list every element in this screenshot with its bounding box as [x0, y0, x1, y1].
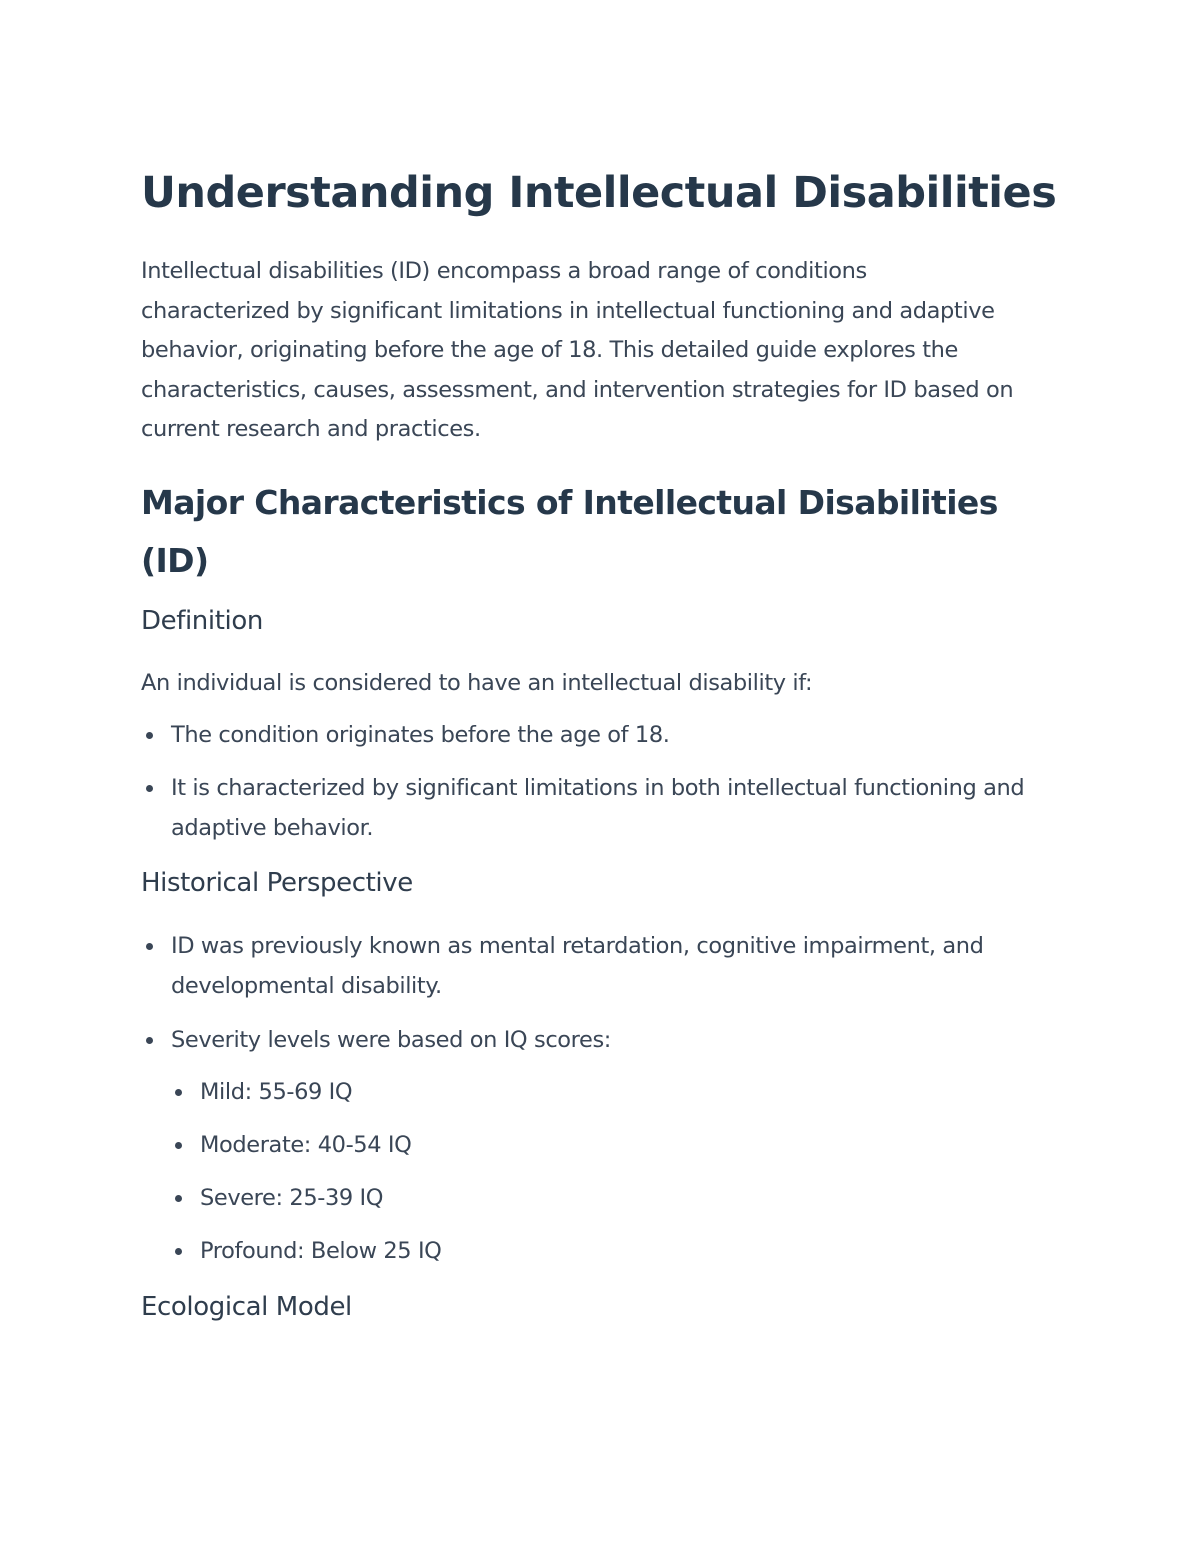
bullet-icon — [146, 732, 153, 739]
list-item-text: Severe: 25-39 IQ — [200, 1185, 384, 1211]
subheading-ecological-model: Ecological Model — [141, 1292, 352, 1322]
severity-list-item — [200, 1126, 1000, 1166]
bullet-icon — [146, 785, 153, 792]
list-item — [171, 716, 1031, 756]
list-item-text: The condition originates before the age of 18. — [171, 722, 670, 748]
list-item-text: Moderate: 40-54 IQ — [200, 1132, 412, 1158]
bullet-icon — [175, 1089, 182, 1096]
subheading-historical-perspective: Historical Perspective — [141, 868, 413, 898]
subheading-definition: Definition — [141, 606, 263, 636]
bullet-icon — [175, 1142, 182, 1149]
bullet-icon — [146, 943, 153, 950]
list-item — [171, 769, 1031, 848]
bullet-icon — [175, 1195, 182, 1202]
list-item-text: It is characterized by significant limitations in both intellectual functioning and adaptive behavior. — [171, 775, 1025, 841]
section-heading-major-characteristics: Major Characteristics of Intellectual Disabilities (ID) — [141, 483, 998, 580]
page-title: Understanding Intellectual Disabilities — [141, 168, 1057, 218]
severity-list-item — [200, 1179, 1000, 1219]
list-item-text: Mild: 55-69 IQ — [200, 1079, 353, 1105]
list-item — [171, 1021, 1031, 1061]
list-item-text: Profound: Below 25 IQ — [200, 1238, 442, 1264]
intro-paragraph: Intellectual disabilities (ID) encompass a broad range of conditions characterized by significant limitations in intellectual functioning and adaptive behavior, originating before the age of 18. This detailed guide explores the characteristics, causes, assessment, and intervention strategies for ID based on current research and practices. — [141, 258, 1014, 442]
list-item — [171, 927, 1031, 1006]
list-item-text: Severity levels were based on IQ scores: — [171, 1027, 611, 1053]
definition-lead: An individual is considered to have an intellectual disability if: — [141, 670, 813, 696]
severity-list-item — [200, 1232, 1000, 1272]
severity-list-item — [200, 1073, 1000, 1113]
bullet-icon — [146, 1037, 153, 1044]
bullet-icon — [175, 1248, 182, 1255]
list-item-text: ID was previously known as mental retardation, cognitive impairment, and developmental disability. — [171, 933, 984, 999]
